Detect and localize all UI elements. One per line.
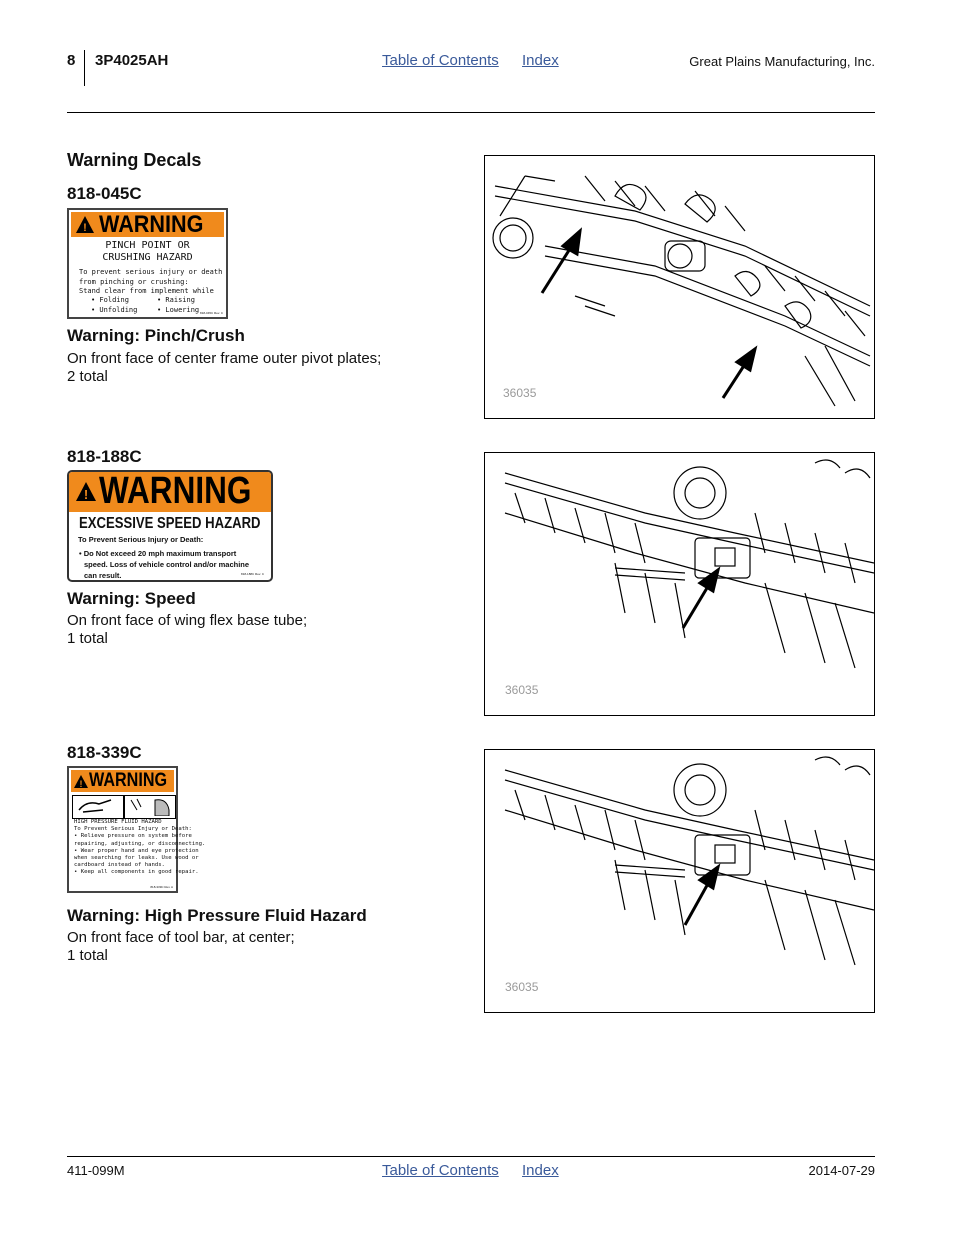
excessive-speed-decal	[67, 470, 273, 582]
decal-text: speed. Loss of vehicle control and/or machine	[84, 560, 250, 569]
warning-banner	[71, 212, 224, 237]
decal-bullet: • Keep all components in good repair.	[74, 869, 199, 876]
decal-code: 818-045C Rev. C	[200, 311, 223, 315]
machine-illustration	[485, 453, 874, 715]
svg-text:!: !	[83, 487, 89, 502]
decal-text: when searching for leaks. Use wood or	[74, 855, 199, 862]
caption-text: On front face of tool bar, at center;	[67, 929, 295, 946]
warning-triangle-icon	[73, 774, 89, 789]
footer-index-link[interactable]: Index	[522, 1162, 559, 1179]
index-link[interactable]: Index	[522, 52, 559, 69]
decal-bullet: • Wear proper hand and eye protection	[74, 847, 199, 854]
decal-code: 818-339C Rev. A	[150, 885, 173, 889]
goggles-icon	[125, 796, 173, 816]
signal-word: WARNING	[99, 470, 252, 512]
figure-pinch-crush-location	[484, 155, 875, 419]
warning-triangle-icon	[75, 215, 95, 235]
decal-code: 818-188C Rev. C	[241, 572, 264, 576]
hand-injection-pictogram	[72, 795, 124, 819]
header-divider	[84, 50, 85, 86]
decal-text: To Prevent Serious Injury or Death:	[78, 535, 204, 544]
footer-rule	[67, 1156, 875, 1157]
part-number: 818-188C	[67, 447, 142, 466]
machine-illustration	[485, 750, 874, 1012]
eye-protection-pictogram	[124, 795, 176, 819]
page-number: 8	[67, 52, 76, 69]
decal-text: repairing, adjusting, or disconnecting.	[74, 840, 206, 847]
decal-text: To prevent serious injury or death	[79, 268, 223, 276]
decal-bullet: • Folding	[91, 296, 129, 304]
hazard-title: EXCESSIVE SPEED HAZARD	[79, 515, 261, 532]
decal-text: can result.	[84, 571, 122, 580]
figure-speed-location	[484, 452, 875, 716]
header-rule	[67, 112, 875, 113]
decal-text: To Prevent Serious Injury or Death:	[74, 826, 192, 833]
decal-bullet: • Raising	[157, 296, 195, 304]
caption-text: 1 total	[67, 630, 108, 647]
warning-triangle-icon	[75, 481, 97, 503]
decal-text: from pinching or crushing:	[79, 277, 189, 286]
figure-number: 36035	[505, 980, 539, 994]
document-id: 3P4025AH	[95, 52, 169, 69]
hand-icon	[73, 796, 121, 816]
high-pressure-fluid-decal	[67, 766, 206, 893]
part-number: 818-339C	[67, 743, 142, 762]
figure-number: 36035	[503, 386, 537, 400]
machine-illustration	[485, 156, 874, 418]
caption-text: On front face of center frame outer pivot plates;	[67, 350, 382, 367]
table-of-contents-link[interactable]: Table of Contents	[382, 52, 499, 69]
decal-bullet: • Unfolding	[91, 305, 138, 314]
warning-banner	[71, 770, 174, 792]
part-number: 818-045C	[67, 184, 142, 203]
svg-text:!: !	[79, 779, 83, 789]
decal-text: cardboard instead of hands.	[74, 862, 165, 869]
caption-text: 1 total	[67, 947, 108, 964]
hazard-line: PINCH POINT OR	[105, 240, 190, 251]
pinch-crush-decal	[67, 208, 228, 319]
company-name: Great Plains Manufacturing, Inc.	[689, 54, 875, 69]
decal-bullet: • Lowering	[157, 305, 200, 314]
footer-table-of-contents-link[interactable]: Table of Contents	[382, 1162, 499, 1179]
figure-number: 36035	[505, 683, 539, 697]
decal-bullet: • Relieve pressure on system before	[74, 833, 192, 840]
figure-high-pressure-location	[484, 749, 875, 1013]
hazard-line: CRUSHING HAZARD	[102, 252, 193, 263]
caption-text: 2 total	[67, 368, 108, 385]
footer-doc-number: 411-099M	[67, 1163, 125, 1178]
section-title: Warning Decals	[67, 150, 202, 170]
decal-bullet: • Do Not exceed 20 mph maximum transport	[79, 549, 237, 558]
caption-title: Warning: Pinch/Crush	[67, 326, 245, 345]
signal-word: WARNING	[99, 211, 204, 238]
caption-title: Warning: Speed	[67, 589, 196, 608]
footer-date: 2014-07-29	[808, 1163, 875, 1178]
caption-text: On front face of wing flex base tube;	[67, 612, 308, 629]
decal-text: Stand clear from implement while	[79, 287, 214, 295]
hazard-title: HIGH PRESSURE FLUID HAZARD	[74, 819, 162, 825]
warning-banner	[69, 472, 271, 512]
svg-text:!: !	[83, 222, 87, 234]
caption-title: Warning: High Pressure Fluid Hazard	[67, 906, 367, 925]
signal-word: WARNING	[89, 770, 168, 791]
